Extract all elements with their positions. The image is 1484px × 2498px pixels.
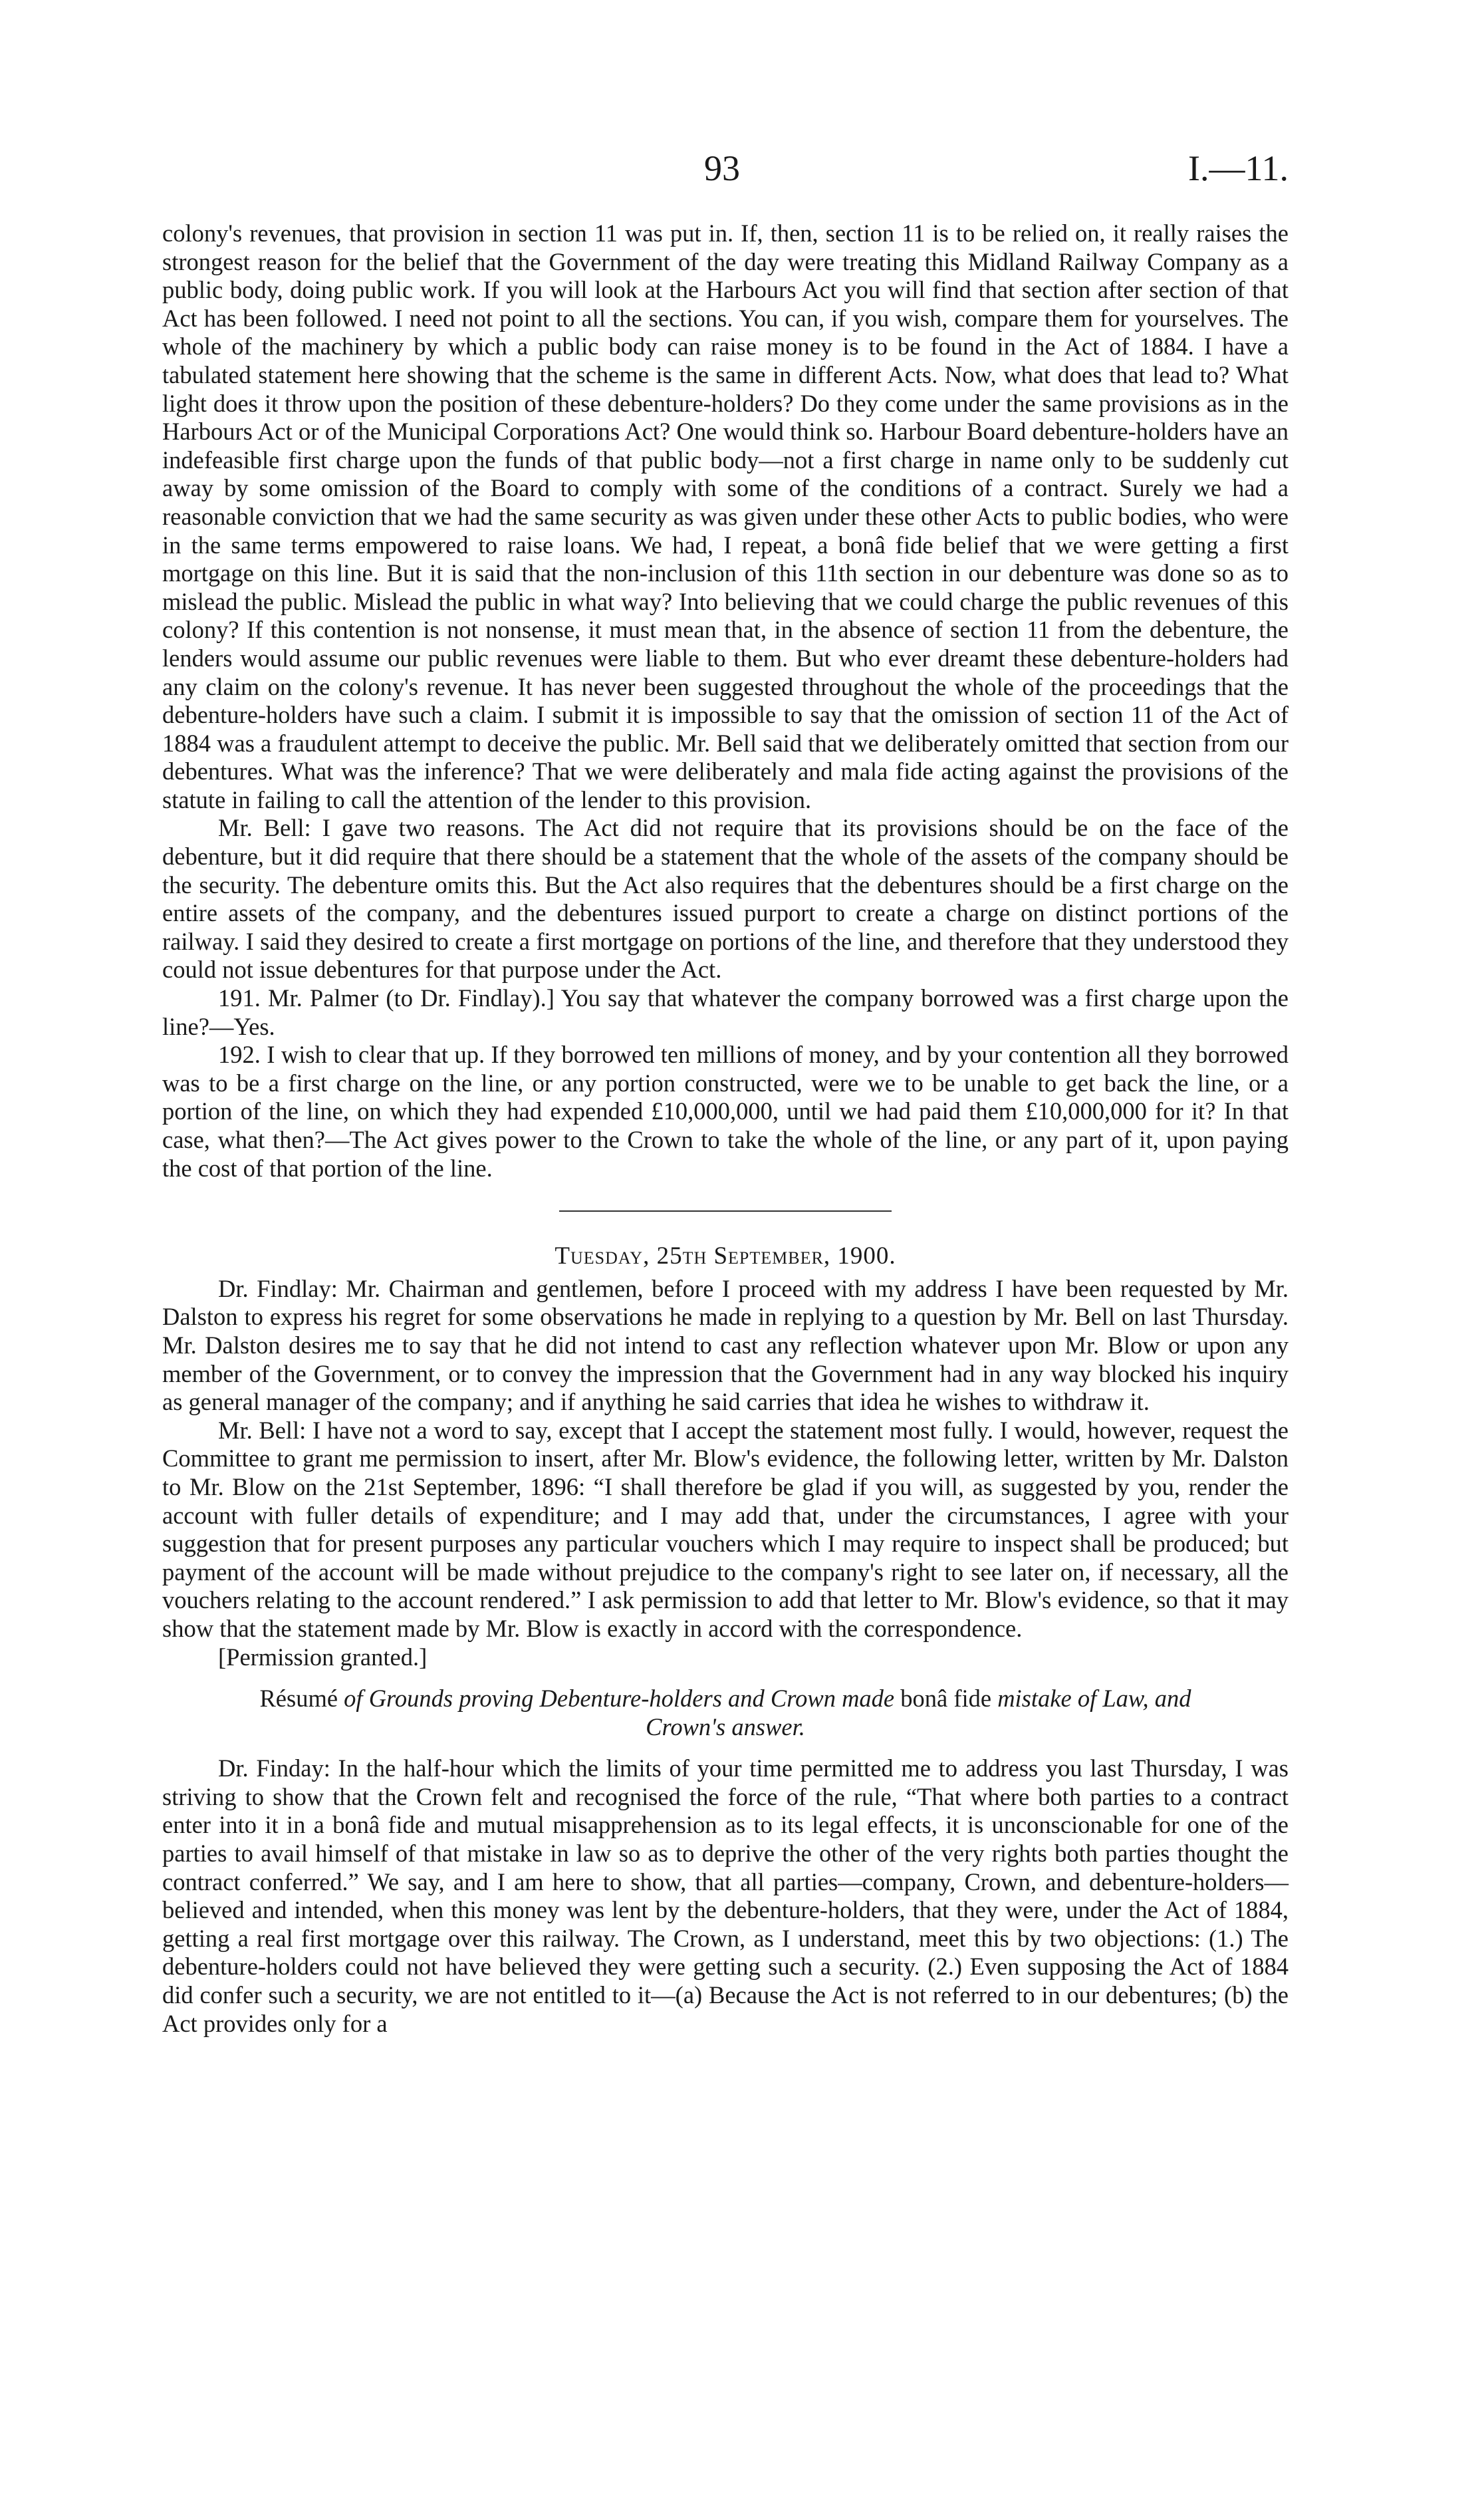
paragraph-finday-argument: Dr. Finday: In the half-hour which the limits of your time permitted me to address you last Thursday, I was striving to show that the Crown felt and recognised the force of the rule, “That where both parties to a contract enter into it in a bonâ fide and mutual misapprehension as to its legal effects, it is unconscionable for one of the parties to avail himself of that mistake in law so as to deprive the other of the very rights both parties thought the contract conferred.” We say, and I am here to show, that all parties—company, Crown, and debenture-holders—believed and intended, when this money was lent by the debenture-holders, that they were, under the Act of 1884, getting a real first mortgage over this railway. The Crown, as I understand, meet this by two objections: (1.) The debenture-holders could not have believed they were getting such a security. (2.) Even supposing the Act of 1884 did confer such a security, we are not entitled to it—(a) Because the Act is not referred to in our debentures; (b) the Act provides only for a (162, 1754, 1289, 2037)
spacer (162, 1741, 1289, 1754)
paragraph-colony-revenues: colony's revenues, that provision in section 11 was put in. If, then, section 11 is to be relied on, it really raises the strongest reason for the belief that the Government of the day were treating this Midland Railway Company as a public body, doing public work. If you will look at the Harbours Act you will find that section after section of that Act has been followed. I need not point to all the sections. You can, if you wish, compare them for yourselves. The whole of the machinery by which a public body can raise money is to be found in the Act of 1884. I have a tabulated statement here showing that the scheme is the same in different Acts. Now, what does that lead to? What light does it throw upon the position of these debenture-holders? Do they come under the same provisions as in the Harbours Act or of the Municipal Corporations Act? One would think so. Harbour Board debenture-holders have an indefeasible first charge upon the funds of that public body—not a first charge in name only to be suddenly cut away by some omission of the Board to comply with some of the conditions of a contract. Surely we had a reasonable conviction that we had the same security as was given under these other Acts to public bodies, who were in the same terms empowered to raise loans. We had, I repeat, a bonâ fide belief that we were getting a first mortgage on this line. But it is said that the non-inclusion of this 11th section in our debenture was done so as to mislead the public. Mislead the public in what way? Into believing that we could charge the public revenues of this colony? If this contention is not nonsense, it must mean that, in the absence of section 11 from the debenture, the lenders would assume our public revenues were liable to them. But who ever dreamt these debenture-holders had any claim on the colony's revenue. It has never been suggested throughout the whole of the proceedings that the debenture-holders have such a claim. I submit it is impossible to say that the omission of section 11 of the Act of 1884 was a fraudulent attempt to deceive the public. Mr. Bell said that we deliberately omitted that section from our debentures. What was the inference? That we were deliberately and mala fide acting against the provisions of the statute in failing to call the attention of the lender to this provision. (162, 219, 1289, 813)
page-number: 93 (704, 148, 740, 188)
paragraph-findlay-opening: Dr. Findlay: Mr. Chairman and gentlemen, before I proceed with my address I have been requested by Mr. Dalston to express his regret for some observations he made in replying to a question by Mr. Bell on last Thursday. Mr. Dalston desires me to say that he did not intend to cast any reflection whatever upon Mr. Blow or upon any member of the Government, or to convey the impression that the Government had in any way blocked his inquiry as general manager of the company; and if anything he said carries that idea he wishes to withdraw it. (162, 1274, 1289, 1416)
date-heading: Tuesday, 25th September, 1900. (555, 1242, 896, 1270)
paragraph-question-191: 191. Mr. Palmer (to Dr. Findlay).] You say that whatever the company borrowed was a first charge upon the line?—Yes. (162, 984, 1289, 1040)
section-divider (559, 1210, 892, 1212)
resume-bona-fide: bonâ fide (900, 1685, 992, 1713)
permission-note: [Permission granted.] (218, 1643, 428, 1671)
resume-word: Résumé (259, 1685, 338, 1713)
page-reference: I.—11. (1188, 148, 1289, 188)
resume-heading (162, 1685, 1289, 1741)
resume-title-part: of Grounds proving Debenture-holders and Crown made (344, 1685, 895, 1713)
resume-title-end: mistake of Law, and (997, 1685, 1191, 1713)
paragraph-mr-bell-reasons: Mr. Bell: I gave two reasons. The Act did not require that its provisions should be on the face of the debenture, but it did require that there should be a statement that the whole of the assets of the company should be the security. The debenture omits this. But the Act also requires that the debentures should be a first charge on the entire assets of the company, and the debentures issued purport to create a charge on distinct portions of the railway. I said they desired to create a first mortgage on portions of the line, and therefore that they understood they could not issue debentures for that purpose under the Act. (162, 814, 1289, 984)
resume-title-line2: Crown's answer. (646, 1713, 805, 1740)
paragraph-bell-letter: Mr. Bell: I have not a word to say, except that I accept the statement most fully. I would, however, request the Committee to grant me permission to insert, after Mr. Blow's evidence, the following letter, written by Mr. Dalston to Mr. Blow on the 21st September, 1896: “I shall therefore be glad if you will, as suggested by you, render the account with fuller details of expenditure; and I may add that, under the circumstances, I agree with your suggestion that for present purposes any particular vouchers which I may require to inspect shall be produced; but payment of the account will be made without prejudice to the company's right to see later on, if necessary, all the vouchers relating to the account rendered.” I ask permission to add that letter to Mr. Blow's evidence, so that it may show that the statement made by Mr. Blow is exactly in accord with the correspondence. (162, 1416, 1289, 1642)
spacer (162, 1671, 1289, 1685)
paragraph-question-192: 192. I wish to clear that up. If they borrowed ten millions of money, and by your contention all they borrowed was to be a first charge on the line, or any portion constructed, were we to be unable to get back the line, or a portion of the line, on which they had expended £10,000,000, until we had paid them £10,000,000 for it? In that case, what then?—The Act gives power to the Crown to take the whole of the line, or any part of it, upon paying the cost of that portion of the line. (162, 1041, 1289, 1182)
page-body (162, 219, 1289, 2038)
page-header (162, 148, 1289, 194)
